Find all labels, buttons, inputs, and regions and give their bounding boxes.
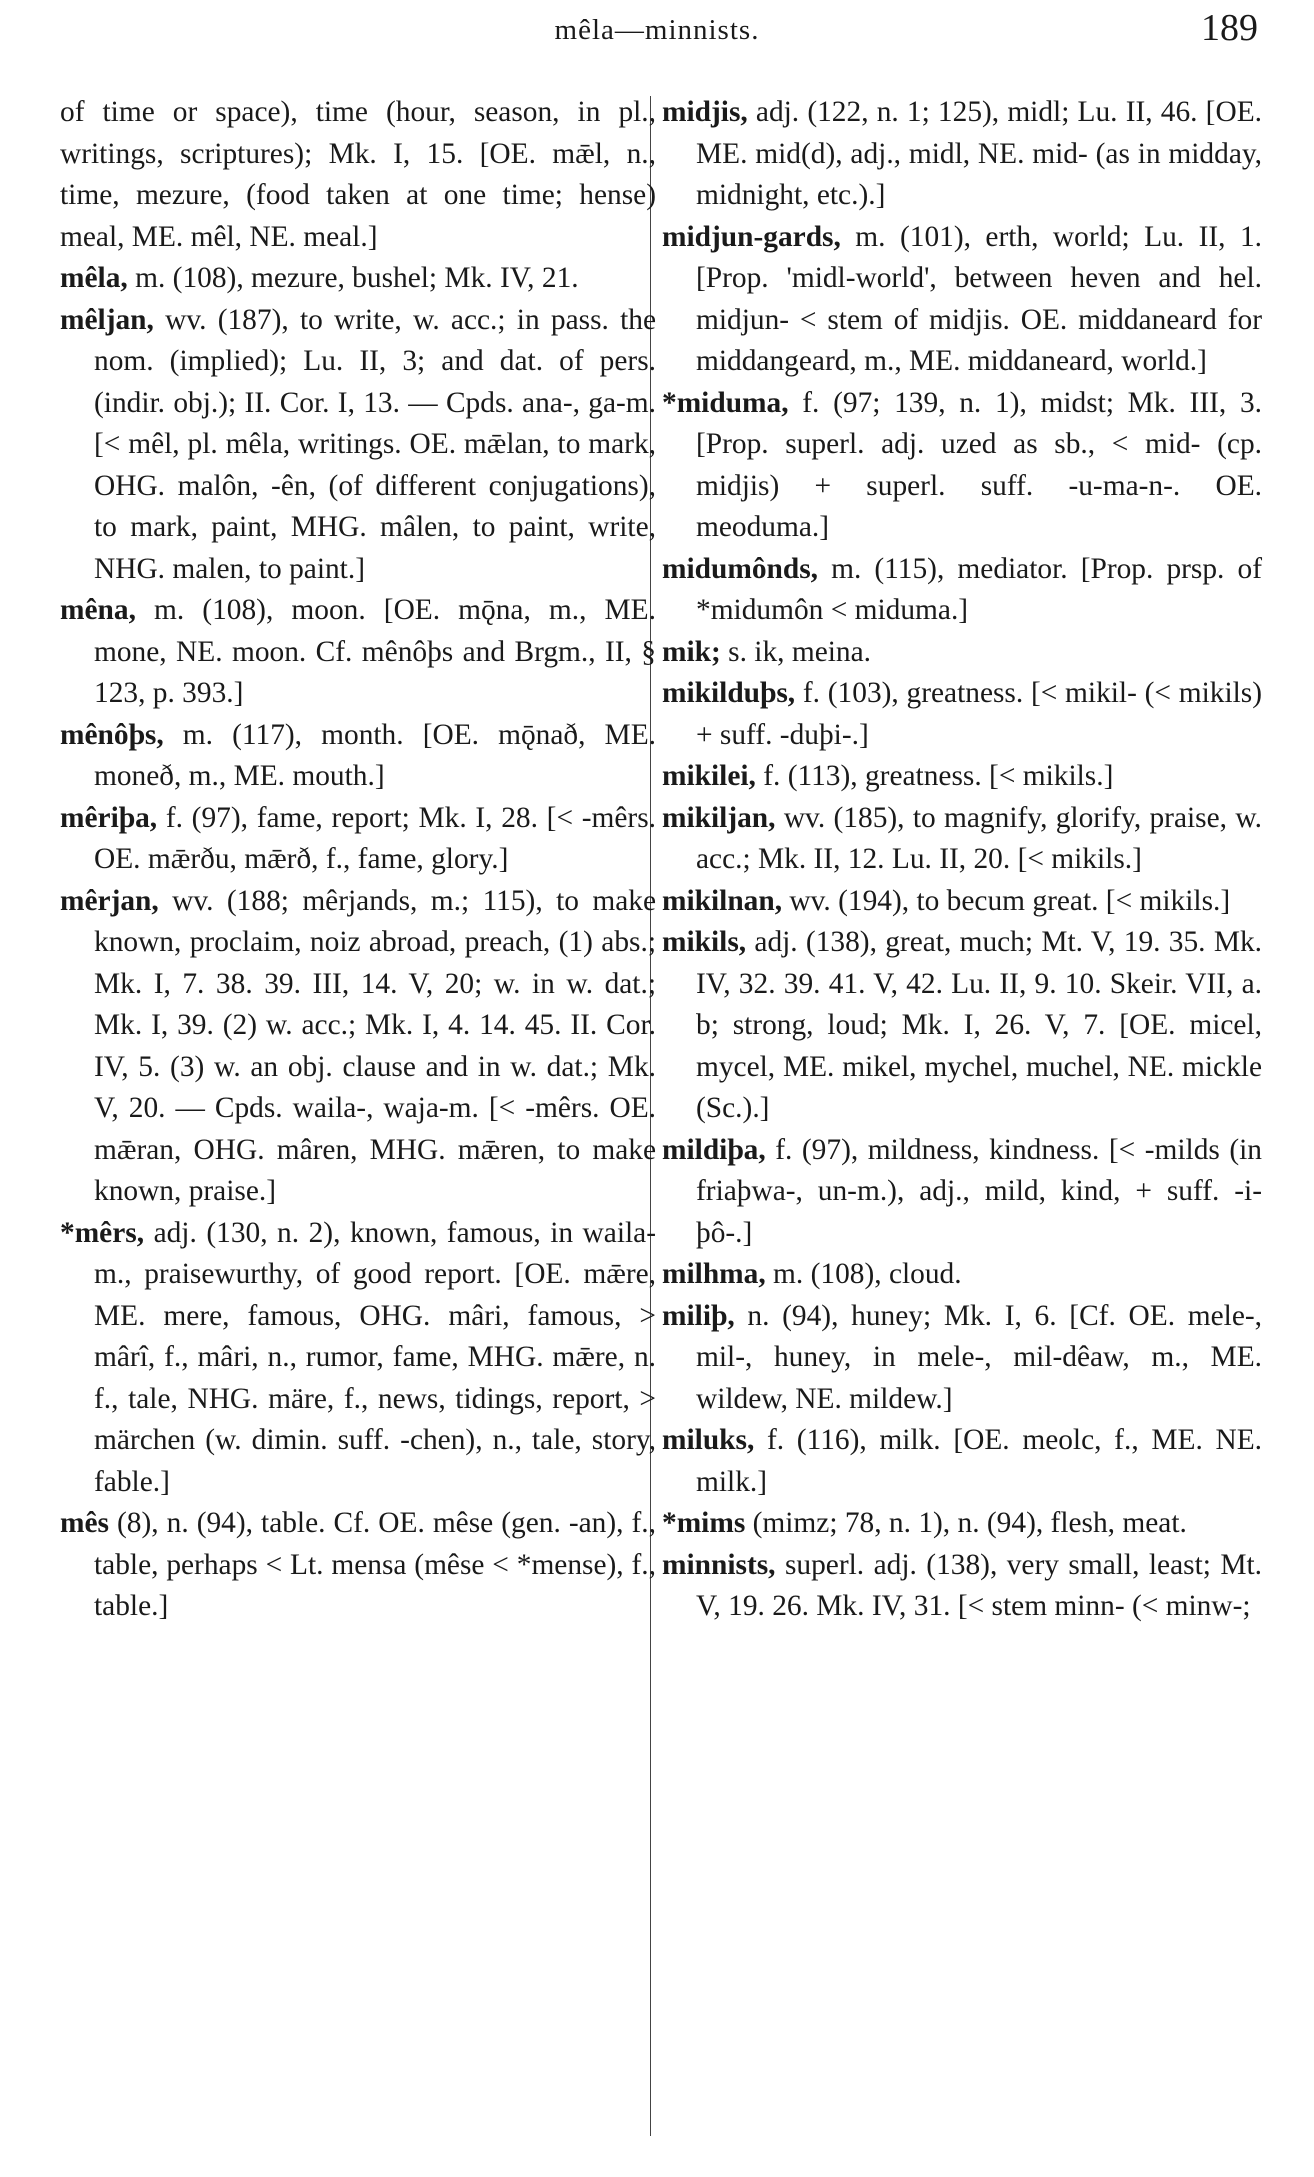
headword: midumônds,: [662, 552, 818, 585]
dictionary-entry: mês (8), n. (94), table. Cf. OE. mêse (gen. -an), f., table, perhaps < Lt. mensa (mêse < *mense), f., table.]: [60, 1507, 656, 1622]
running-head: mêla—minnists.: [554, 14, 760, 46]
headword: milhma,: [662, 1258, 766, 1290]
headword: mêla,: [60, 262, 128, 294]
headword: miluks,: [662, 1424, 755, 1456]
headword: *miduma,: [662, 386, 789, 419]
dictionary-entry: midumônds, m. (115), mediator. [Prop. prsp. of *midumôn < miduma.]: [662, 552, 1262, 626]
headword: mêrjan,: [60, 884, 159, 917]
dictionary-entry: mildiþa, f. (97), mildness, kindness. [< -milds (in friaþwa-, un-m.), adj., mild, kind, + suff. -i-þô-.]: [662, 1133, 1262, 1249]
headword: mês: [60, 1507, 109, 1539]
headword: midjun-gards,: [662, 220, 841, 253]
dictionary-entry: mikilnan, wv. (194), to becum great. [< mikils.]: [662, 884, 1231, 917]
headword: mildiþa,: [662, 1133, 766, 1166]
headword: mêriþa,: [60, 801, 158, 834]
headword: mikilnan,: [662, 884, 783, 917]
headword: midjis,: [662, 96, 748, 128]
dictionary-entry: mêljan, wv. (187), to write, w. acc.; in pass. the nom. (implied); Lu. II, 3; and dat. of pers. (indir. obj.); II. Cor. I, 13. — Cpds. ana-, ga-m. [< mêl, pl. mêla, writings. OE. mǣlan, to mark, OHG. malôn, -ên, (of different conjugations), to mark, paint, MHG. mâlen, to paint, write, NHG. malen, to paint.]: [60, 303, 656, 585]
dictionary-entry: *mêrs, adj. (130, n. 2), known, famous, in waila-m., praisewurthy, of good report. [OE. mǣre, ME. mere, famous, OHG. mâri, famous, > mârî, f., mâri, n., rumor, fame, MHG. mǣre, n. f., tale, NHG. märe, f., news, tidings, report, > märchen (w. dimin. suff. -chen), n., tale, story, fable.]: [60, 1216, 656, 1498]
dictionary-entry: *miduma, f. (97; 139, n. 1), midst; Mk. III, 3. [Prop. superl. adj. uzed as sb., < mid- (cp. midjis) + superl. suff. -u-ma-n-. OE. meoduma.]: [662, 386, 1262, 543]
right-column: [662, 92, 1262, 1628]
left-column: [60, 92, 656, 1628]
dictionary-entry: mikiljan, wv. (185), to magnify, glorify, praise, w. acc.; Mk. II, 12. Lu. II, 20. [< mikils.]: [662, 801, 1262, 875]
page-number: 189: [1201, 7, 1258, 49]
headword: mikiljan,: [662, 801, 776, 834]
headword: minnists,: [662, 1548, 776, 1581]
headword: *mêrs,: [60, 1216, 145, 1249]
headword: mikils,: [662, 926, 747, 958]
dictionary-entry: milhma, m. (108), cloud.: [662, 1258, 962, 1290]
dictionary-entry: mênôþs, m. (117), month. [OE. mǭnað, ME. moneð, m., ME. mouth.]: [60, 718, 656, 792]
dictionary-entry: midjis, adj. (122, n. 1; 125), midl; Lu. II, 46. [OE. ME. mid(d), adj., midl, NE. mid- (as in midday, midnight, etc.).]: [662, 96, 1262, 211]
dictionary-entry: mikilduþs, f. (103), greatness. [< mikil- (< mikils) + suff. -duþi-.]: [662, 677, 1262, 751]
dictionary-entry: mêna, m. (108), moon. [OE. mǭna, m., ME. mone, NE. moon. Cf. mênôþs and Brgm., II, § 123, p. 393.]: [60, 594, 656, 709]
headword: *mims: [662, 1507, 746, 1539]
dictionary-entry: mêriþa, f. (97), fame, report; Mk. I, 28. [< -mêrs. OE. mǣrðu, mǣrð, f., fame, glory.]: [60, 801, 656, 875]
dictionary-entry: of time or space), time (hour, season, in pl., writings, scriptures); Mk. I, 15. [OE. mǣl, n., time, mezure, (food taken at one time; hense) meal, ME. mêl, NE. meal.]: [60, 96, 656, 253]
dictionary-entry: mikils, adj. (138), great, much; Mt. V, 19. 35. Mk. IV, 32. 39. 41. V, 42. Lu. II, 9. 10. Skeir. VII, a. b; strong, loud; Mk. I, 26. V, 7. [OE. micel, mycel, ME. mikel, mychel, muchel, NE. mickle (Sc.).]: [662, 926, 1262, 1124]
dictionary-entry: mêrjan, wv. (188; mêrjands, m.; 115), to make known, proclaim, noiz abroad, preach, (1) abs.; Mk. I, 7. 38. 39. III, 14. V, 20; w. in w. dat.; Mk. I, 39. (2) w. acc.; Mk. I, 4. 14. 45. II. Cor. IV, 5. (3) w. an obj. clause and in w. dat.; Mk. V, 20. — Cpds. waila-, waja-m. [< -mêrs. OE. mǣran, OHG. mâren, MHG. mǣren, to make known, praise.]: [60, 884, 656, 1207]
headword: mik;: [662, 635, 721, 668]
headword: mêljan,: [60, 303, 154, 336]
dictionary-entry: *mims (mimz; 78, n. 1), n. (94), flesh, meat.: [662, 1507, 1187, 1539]
headword: mikilduþs,: [662, 677, 796, 709]
page-header: [0, 0, 1314, 58]
dictionary-entry: miluks, f. (116), milk. [OE. meolc, f., ME. NE. milk.]: [662, 1424, 1262, 1498]
dictionary-entry: midjun-gards, m. (101), erth, world; Lu. II, 1. [Prop. 'midl-world', between heven and hel. midjun- < stem of midjis. OE. middaneard for middangeard, m., ME. middaneard, world.]: [662, 220, 1262, 377]
headword: mikilei,: [662, 760, 756, 792]
dictionary-entry: mikilei, f. (113), greatness. [< mikils.]: [662, 760, 1114, 792]
headword: miliþ,: [662, 1299, 735, 1332]
headword: mênôþs,: [60, 718, 164, 751]
dictionary-entry: mêla, m. (108), mezure, bushel; Mk. IV, 21.: [60, 262, 579, 294]
headword: mêna,: [60, 594, 136, 626]
dictionary-entry: minnists, superl. adj. (138), very small, least; Mt. V, 19. 26. Mk. IV, 31. [< stem minn- (< minw-;: [662, 1548, 1262, 1622]
dictionary-entry: miliþ, n. (94), huney; Mk. I, 6. [Cf. OE. mele-, mil-, huney, in mele-, mil-dêaw, m., ME. wildew, NE. mildew.]: [662, 1299, 1262, 1415]
dictionary-entry: mik; s. ik, meina.: [662, 635, 871, 668]
